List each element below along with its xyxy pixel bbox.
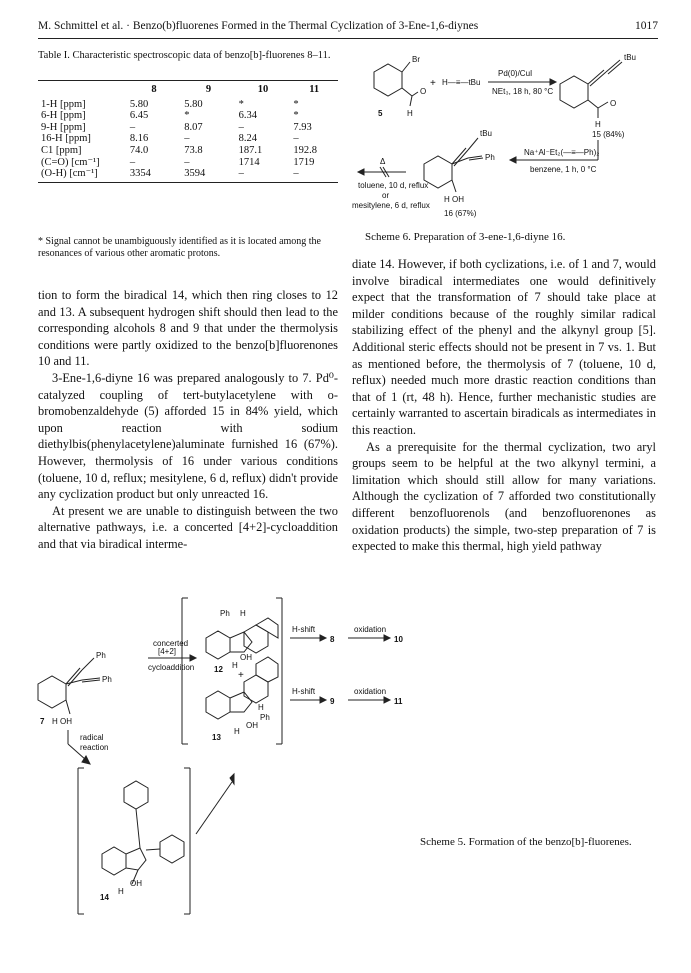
table-cell: 73.8 <box>184 144 203 156</box>
benzene-ring-7 <box>38 676 66 708</box>
paragraph: At present we are unable to distinguish between the two alternative pathways, i.e. a concerted [4+2]-cycloaddition and that via biradical interme- <box>38 503 338 551</box>
fluorene-ring-13c <box>244 675 268 703</box>
table-cell: – <box>293 133 299 145</box>
label-concerted: concerted <box>153 639 189 648</box>
table-cell: 3354 <box>129 168 151 180</box>
reagent-1-conditions: NEt₃, 18 h, 80 °C <box>492 87 554 96</box>
label-42: [4+2] <box>158 647 177 656</box>
fluorene-ring-13a <box>206 691 230 719</box>
scheme-5-figure <box>20 594 670 934</box>
table-footnote: * Signal cannot be unambiguously identified as it is located among the resonances of various other aromatic protons. <box>38 236 321 259</box>
table-cell: 7.93 <box>293 121 312 133</box>
table-row <box>38 157 338 169</box>
label-hoh-16: H OH <box>444 195 464 204</box>
table-cell: 8.24 <box>238 133 258 145</box>
col-header: 8 <box>151 84 157 95</box>
fluorene-ring-12d <box>256 618 278 638</box>
table-header-row <box>38 81 338 99</box>
table-row <box>38 133 338 145</box>
table-cell: 6.45 <box>129 110 149 122</box>
table-row <box>38 145 338 157</box>
row-label: (O-H) [cm⁻¹] <box>41 168 98 180</box>
table-cell: 74.0 <box>129 144 149 156</box>
table-cell: 8.16 <box>129 133 149 145</box>
compound-13-number: 13 <box>212 733 221 742</box>
table-cell: 5.80 <box>184 98 203 110</box>
label-ph-16: Ph <box>485 153 495 162</box>
table-cell: – <box>129 121 136 133</box>
fluorene-ring-13d <box>256 657 278 682</box>
compound-12-number: 12 <box>214 665 223 674</box>
table-cell: 6.34 <box>238 110 258 122</box>
label-reaction: reaction <box>80 743 109 752</box>
label-h-13: H <box>258 703 264 712</box>
benzene-ring-5 <box>374 64 402 96</box>
benzene-ring-15 <box>560 76 588 108</box>
paragraph: 3-Ene-1,6-diyne 16 was prepared analogously to 7. Pd⁰-catalyzed coupling of tert-butylacetylene with o-bromobenzaldehyde (5) afforded 15 in 84% yield, which upon reaction with sodium diethylbis(phenylacetylene)aluminate furnished 16 (67%). However, thermolysis of 16 under various conditions (toluene, 10 d, reflux; mesitylene, 6 d, reflux) didn't provide any cyclization product but only unreacted 16. <box>38 370 338 502</box>
product-10: 10 <box>394 635 403 644</box>
col-header: 11 <box>309 84 320 95</box>
label-radical: radical <box>80 733 104 742</box>
label-oh-14: OH <box>130 879 142 888</box>
table-cell: – <box>184 156 190 168</box>
table-cell: 8.07 <box>184 121 203 133</box>
left-column <box>38 287 338 553</box>
label-h5: H <box>407 109 413 118</box>
table-cell: – <box>293 168 299 180</box>
condition-2: mesitylene, 6 d, reflux <box>352 201 430 210</box>
label-oh-12: OH <box>240 653 252 662</box>
table-cell: 187.1 <box>238 144 263 156</box>
table-cell: * <box>238 98 244 110</box>
table-bottom-rule <box>38 182 338 183</box>
table-grid <box>38 81 338 180</box>
paragraph: tion to form the biradical 14, which then ring closes to 12 and 13. A subsequent hydrogen shift should then lead to the corresponding alcohols 8 and 9 that under the thermolysis conditions were partly oxidized to the benzo[b]fluorenones 10 and 11. <box>38 288 338 369</box>
label-cycloaddition: cycloaddition <box>148 663 195 672</box>
table-cell: – <box>238 121 244 133</box>
phenyl-ring-14a <box>124 781 148 809</box>
label-oxidation-1: oxidation <box>354 625 387 634</box>
compound-7-number: 7 <box>40 717 45 726</box>
label-o15: O <box>610 99 617 108</box>
label-ph-13: Ph <box>260 713 270 722</box>
table-row <box>38 99 338 111</box>
label-oh-13: OH <box>246 721 258 730</box>
indene-ring-14b <box>126 848 146 870</box>
table-row <box>38 122 338 134</box>
label-o5: O <box>420 87 427 96</box>
label-h-13b: H <box>234 727 240 736</box>
reagent-2: Na⁺Al⁻Et₂(—≡—Ph)₂ <box>524 148 600 157</box>
table-cell: 192.8 <box>293 144 317 156</box>
table-cell: 1714 <box>238 156 260 168</box>
compound-16-number: 16 (67%) <box>444 209 477 218</box>
table-cell: – <box>129 156 136 168</box>
indene-ring-14a <box>102 847 126 875</box>
label-or: or <box>382 191 390 200</box>
label-h-12: H <box>240 609 246 618</box>
compound-5-number: 5 <box>378 109 383 118</box>
right-column <box>352 256 656 555</box>
row-label: C1 [ppm] <box>41 144 82 156</box>
label-delta: Δ <box>380 157 386 166</box>
table-caption: Table I. Characteristic spectroscopic data of benzo[b]-fluorenes 8–11. <box>38 50 331 61</box>
table-cell: 5.80 <box>129 98 149 110</box>
fluorene-ring-13b <box>230 692 252 712</box>
row-label: 1-H [ppm] <box>41 98 86 110</box>
label-br: Br <box>412 55 420 64</box>
paragraph: diate 14. However, if both cyclizations, i.e. of 1 and 7, would involve biradical intermediates one would definitively expect that the transformation of 7 should take place at milder conditions because of the roughly similar radical stabilizing effect of the phenyl and the alkynyl group [5]. Additional steric effects should not be present in 7 vs. 1. But as mentioned before, the thermolysis of 7 (toluene, 10 d, reflux) needed much more drastic reaction conditions than that of 1 (rt, 48 h). Hence, further mechanistic studies are certainly warranted to ascertain biradicals as intermediates in this reaction. <box>352 257 656 437</box>
label-h-14: H <box>118 887 124 896</box>
label-ph-7a: Ph <box>96 651 106 660</box>
label-hshift-2: H-shift <box>292 687 316 696</box>
reagent-2-conditions: benzene, 1 h, 0 °C <box>530 165 597 174</box>
product-11: 11 <box>394 697 403 706</box>
header-rule <box>38 38 658 39</box>
table-cell: – <box>238 168 244 180</box>
table-cell: – <box>184 133 190 145</box>
scheme-5-caption: Scheme 5. Formation of the benzo[b]-fluorenes. <box>420 836 632 848</box>
phenyl-ring-14b <box>160 835 184 863</box>
fluorene-ring-12c <box>244 625 268 653</box>
scheme-6-figure <box>352 44 657 224</box>
row-label: 6-H [ppm] <box>41 110 86 122</box>
label-hoh-7: H OH <box>52 717 72 726</box>
row-label: 9-H [ppm] <box>41 121 86 133</box>
compound-14-number: 14 <box>100 893 109 902</box>
product-9: 9 <box>330 697 335 706</box>
label-h-12b: H <box>232 661 238 670</box>
row-label: (C=O) [cm⁻¹] <box>41 156 100 168</box>
label-h15: H <box>595 120 601 129</box>
label-tbu-15: tBu <box>624 53 637 62</box>
col-header: 9 <box>205 84 212 95</box>
table-row <box>38 110 338 122</box>
condition-1: toluene, 10 d, reflux <box>358 181 429 190</box>
label-plus-12-13: + <box>238 670 244 681</box>
reagent-1: Pd(0)/CuI <box>498 69 533 78</box>
scheme-6-caption: Scheme 6. Preparation of 3-ene-1,6-diyne 16. <box>365 231 566 243</box>
table-cell: * <box>293 110 299 122</box>
table-cell: * <box>184 110 190 122</box>
table-row <box>38 168 338 180</box>
compound-15-number: 15 (84%) <box>592 130 625 139</box>
label-alkyne: H—≡—tBu <box>442 78 481 87</box>
label-ph-12: Ph <box>220 609 230 618</box>
label-hshift-1: H-shift <box>292 625 316 634</box>
fluorene-ring-12a <box>206 631 230 659</box>
col-header: 10 <box>257 84 269 95</box>
table-cell: 3594 <box>184 168 206 180</box>
label-ph-7b: Ph <box>102 675 112 684</box>
label-plus: + <box>430 78 436 89</box>
product-8: 8 <box>330 635 335 644</box>
label-oxidation-2: oxidation <box>354 687 387 696</box>
table-cell: 1719 <box>293 156 315 168</box>
page-number: 1017 <box>635 20 658 32</box>
paragraph: As a prerequisite for the thermal cyclization, two aryl groups seem to be helpful at the two alkynyl termini, a limitation which should still allow for many variations. Although the cyclization of 7 afforded two constitutionally different benzofluorenols (and benzofluorenones as oxidation products) the simple, two-step preparation of 7 is expected to make this thermal, high yield pathway <box>352 439 656 554</box>
label-tbu-16: tBu <box>480 129 493 138</box>
data-table <box>38 80 338 183</box>
row-label: 16-H [ppm] <box>41 133 91 145</box>
header-title: M. Schmittel et al. · Benzo(b)fluorenes Formed in the Thermal Cyclization of 3-Ene-1,6-diynes <box>38 20 479 32</box>
table-cell: * <box>293 98 299 110</box>
